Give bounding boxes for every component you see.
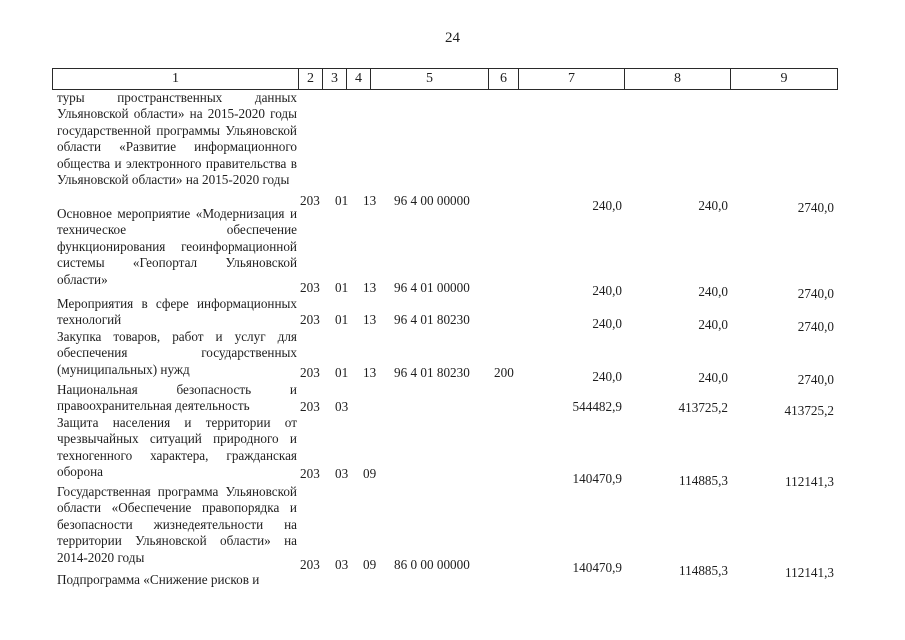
row-code-target: 96 4 01 80230: [394, 365, 470, 380]
header-col-7: 7: [519, 69, 625, 89]
row-amount-col9: 413725,2: [784, 403, 834, 418]
row-amount-col9: 112141,3: [785, 565, 834, 580]
row-code-section: 01: [335, 193, 349, 208]
row-amount-col8: 114885,3: [679, 473, 728, 488]
row-amount-col8: 413725,2: [678, 400, 728, 415]
row-code-target: 96 4 00 00000: [394, 193, 470, 208]
header-col-5: 5: [371, 69, 489, 89]
row-code-section: 03: [335, 557, 349, 572]
row-amount-col7: 544482,9: [572, 399, 622, 414]
row-code-section: 01: [335, 365, 349, 380]
row-description: туры пространственных данных Ульяновской области» на 2015-2020 годы государственной программы Ульяновской области «Развитие информационного общества и электронного правительства в Ульяновской области» на 2015-2020 годы: [57, 90, 297, 188]
row-code-expense: 200: [494, 365, 514, 380]
row-amount-col7: 140470,9: [572, 560, 622, 575]
row-amount-col7: 240,0: [592, 198, 622, 213]
header-col-2: 2: [299, 69, 323, 89]
header-col-4: 4: [347, 69, 371, 89]
row-description: Закупка товаров, работ и услуг для обеспечения государственных (муниципальных) нужд: [57, 329, 297, 377]
row-amount-col7: 240,0: [592, 283, 622, 298]
header-col-3: 3: [323, 69, 347, 89]
row-code-target: 96 4 01 00000: [394, 280, 470, 295]
header-col-6: 6: [489, 69, 519, 89]
row-code-subsection: 13: [363, 193, 377, 208]
row-code-target: 86 0 00 00000: [394, 557, 470, 572]
row-description: Защита населения и территории от чрезвычайных ситуаций природного и техногенного характера, гражданская оборона: [57, 415, 297, 480]
row-code-admin: 203: [300, 466, 320, 481]
row-description: Подпрограмма «Снижение рисков и: [57, 572, 260, 587]
row-amount-col9: 2740,0: [797, 372, 834, 387]
row-amount-col8: 240,0: [698, 370, 728, 385]
row-code-admin: 203: [300, 399, 320, 414]
row-amount-col7: 240,0: [592, 369, 622, 384]
row-code-admin: 203: [300, 312, 320, 327]
header-col-1: 1: [53, 69, 299, 89]
row-code-subsection: 09: [363, 466, 377, 481]
header-col-8: 8: [625, 69, 731, 89]
row-description: Основное мероприятие «Модернизация и техническое обеспечение функционирования геоинформационной системы «Геопортал Ульяновской области»: [57, 206, 297, 287]
row-code-section: 01: [335, 312, 349, 327]
row-description: Государственная программа Ульяновской области «Обеспечение правопорядка и безопасности жизнедеятельности на территории Ульяновской области» на 2014-2020 годы: [57, 484, 297, 565]
row-amount-col9: 2740,0: [797, 286, 834, 301]
page-number: 24: [445, 30, 460, 46]
row-code-admin: 203: [300, 193, 320, 208]
row-amount-col7: 240,0: [592, 316, 622, 331]
header-col-9: 9: [780, 71, 788, 86]
row-amount-col8: 240,0: [698, 317, 728, 332]
row-code-section: 03: [335, 466, 349, 481]
row-amount-col9: 112141,3: [785, 474, 834, 489]
row-amount-col8: 240,0: [698, 284, 728, 299]
row-code-admin: 203: [300, 365, 320, 380]
row-amount-col9: 2740,0: [797, 200, 834, 215]
row-amount-col9: 2740,0: [797, 319, 834, 334]
row-description: Национальная безопасность и правоохранительная деятельность: [57, 382, 297, 414]
row-code-subsection: 13: [363, 312, 377, 327]
row-code-section: 01: [335, 280, 349, 295]
row-code-subsection: 13: [363, 365, 377, 380]
row-code-admin: 203: [300, 280, 320, 295]
row-amount-col8: 240,0: [698, 198, 728, 213]
row-amount-col8: 114885,3: [679, 563, 728, 578]
row-code-subsection: 09: [363, 557, 377, 572]
row-description: Мероприятия в сфере информационных технологий: [57, 296, 297, 328]
row-code-section: 03: [335, 399, 349, 414]
row-code-target: 96 4 01 80230: [394, 312, 470, 327]
row-amount-col7: 140470,9: [572, 471, 622, 486]
row-code-admin: 203: [300, 557, 320, 572]
row-code-subsection: 13: [363, 280, 377, 295]
